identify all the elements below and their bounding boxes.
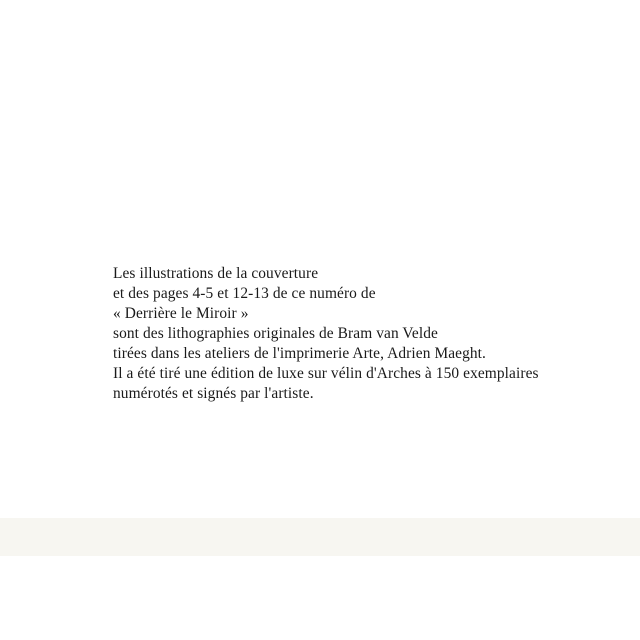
colophon-line-7: numérotés et signés par l'artiste.: [113, 385, 314, 402]
colophon-line-5: tirées dans les ateliers de l'imprimerie Arte, Adrien Maeght.: [113, 345, 487, 362]
colophon-text: [113, 264, 633, 404]
colophon-line-3: « Derrière le Miroir »: [113, 305, 249, 322]
colophon-line-6: Il a été tiré une édition de luxe sur vélin d'Arches à 150 exemplaires: [113, 365, 539, 382]
colophon-line-2: et des pages 4-5 et 12-13 de ce numéro de: [113, 285, 376, 302]
colophon-line-4: sont des lithographies originales de Bram van Velde: [113, 325, 438, 342]
colophon-line-1: Les illustrations de la couverture: [113, 265, 319, 282]
bottom-edge-strip: [0, 518, 640, 556]
